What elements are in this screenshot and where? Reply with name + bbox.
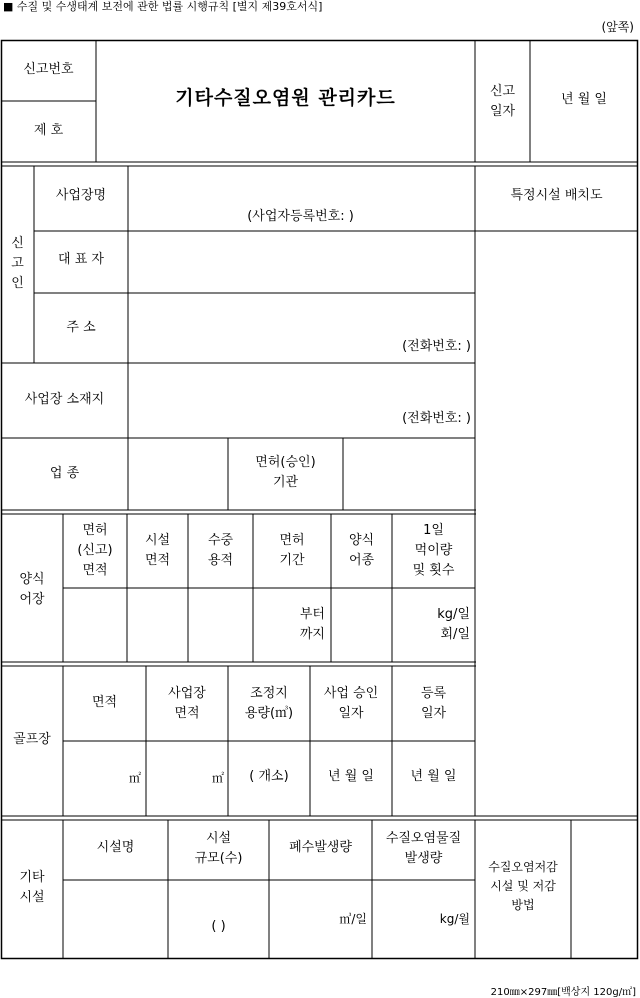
fish-header-period: 면허 기간 [279,533,305,568]
other-header-scale: 시설 규모(수) [194,831,243,866]
golf-register-date-value: 년 월 일 [410,769,457,784]
fish-header-volume: 수중 용적 [207,533,234,568]
golf-label: 골프장 [13,732,51,747]
golf-pond-count: ( 개소) [249,769,289,784]
facility-layout-label: 특정시설 배치도 [510,188,603,203]
other-header-pollutant: 수질오염물질 발생량 [385,831,462,866]
biz-reg-no: (사업자등록번호: ) [247,209,354,224]
golf-header-register-date: 등록 일자 [420,686,447,721]
other-header-name: 시설명 [96,840,135,855]
golf-header-approval-date: 사업 승인 일자 [323,686,379,721]
other-wastewater-unit: ㎥/일 [339,912,367,926]
representative-label: 대 표 자 [58,252,104,267]
golf-approval-date-value: 년 월 일 [328,769,374,784]
fish-header-species: 양식 어종 [348,533,375,568]
business-name-label: 사업장명 [55,188,107,203]
golf-header-pond-volume: 조정지 용량(㎥) [244,686,294,721]
industry-label: 업 종 [49,466,80,481]
other-header-wastewater: 폐수발생량 [289,840,352,855]
golf-site-area-unit: ㎡ [211,771,224,785]
address-label: 주 소 [66,320,96,335]
number-label: 제 호 [33,123,64,138]
golf-header-area: 면적 [91,695,118,710]
other-scale-value: ( ) [211,919,226,934]
fish-header-license-area: 면허 (신고) 면적 [77,523,113,578]
site-location-label: 사업장 소재지 [24,392,105,407]
front-side-label: (앞쪽) [601,20,634,34]
fish-header-facility-area: 시설 면적 [144,533,171,568]
page-title: 기타수질오염원 관리카드 [175,87,396,109]
reduction-method-label: 수질오염저감 시설 및 저감 방법 [488,860,558,912]
regulation-header: ■ 수질 및 수생태계 보전에 관한 법률 시행규칙 [별지 제39호서식] [3,0,323,13]
phone-number-2: (전화번호: ) [402,411,471,426]
other-facility-label: 기타 시설 [19,870,45,905]
fish-period-value: 부터 까지 [299,607,325,642]
other-pollutant-unit: kg/월 [439,912,470,926]
reporter-group-label: 신 고 인 [11,236,24,291]
fish-feed-value: kg/일 회/일 [437,607,470,642]
phone-number-1: (전화번호: ) [402,339,471,354]
golf-header-site-area: 사업장 면적 [168,686,206,721]
paper-spec-footer: 210㎜×297㎜[백상지 120g/㎡] [490,987,636,998]
fish-header-feed: 1일 먹이량 및 횟수 [412,523,455,578]
license-agency-label: 면허(승인) 기관 [255,455,316,490]
golf-area-unit: ㎡ [128,771,141,785]
report-number-label: 신고번호 [23,62,74,77]
report-date-label: 신고 일자 [489,84,516,119]
fish-farm-label: 양식 어장 [19,572,45,607]
report-date-value: 년 월 일 [561,92,607,107]
